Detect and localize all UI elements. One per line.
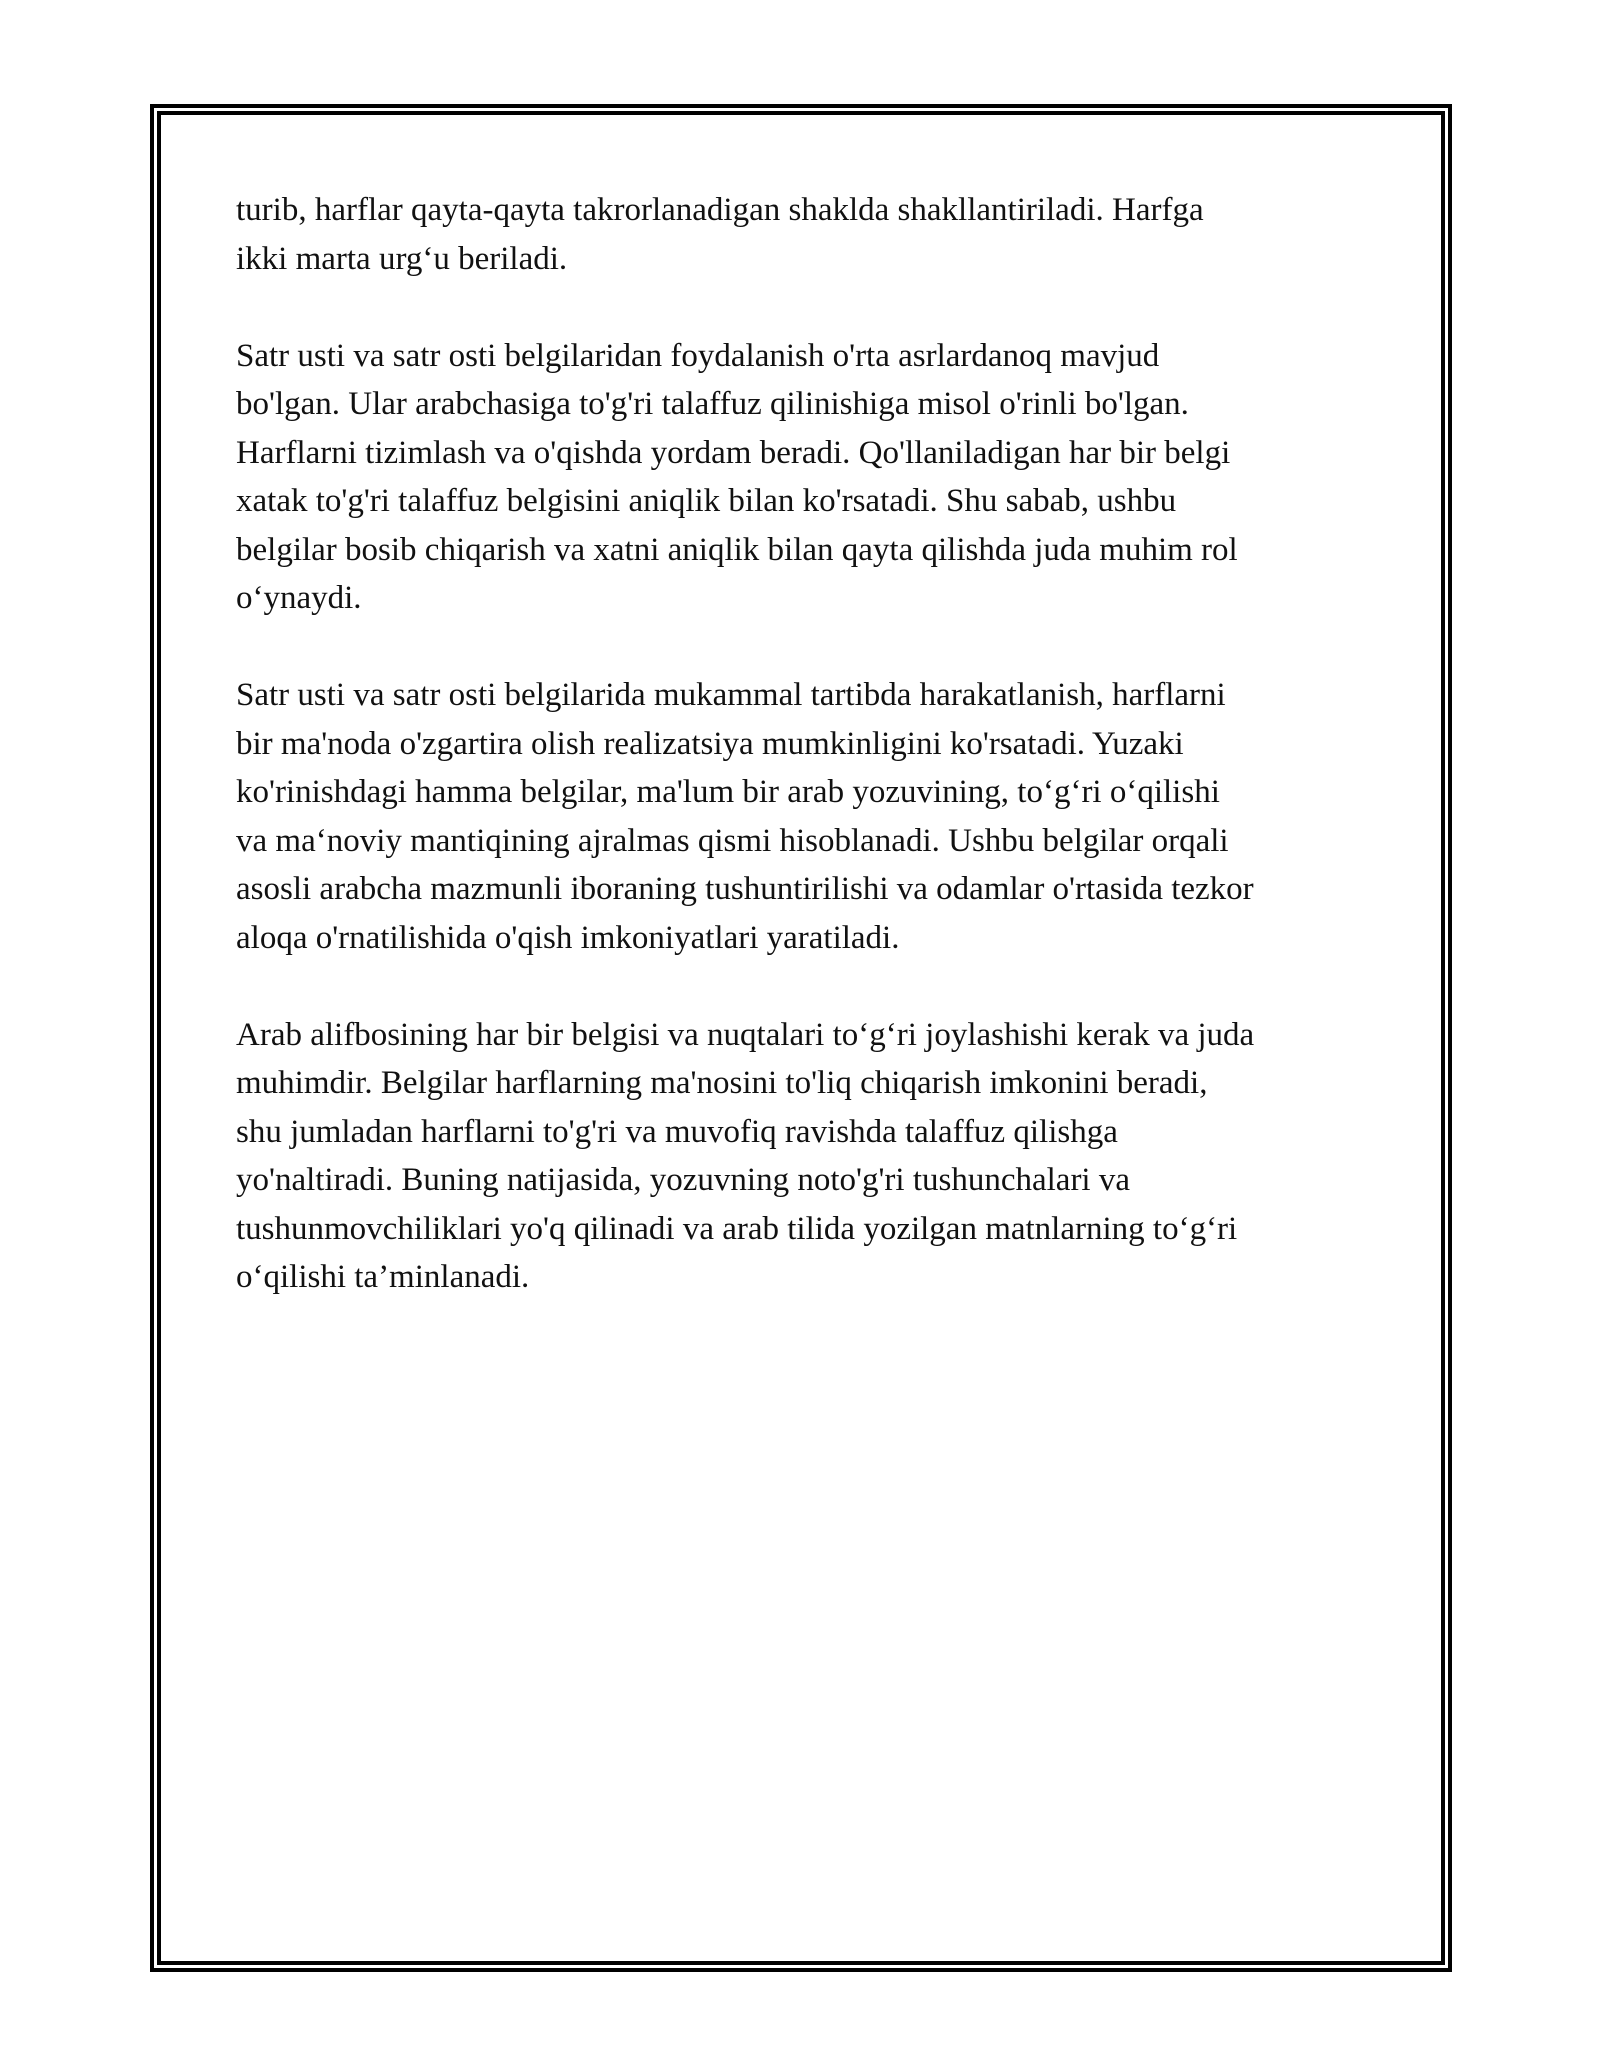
text-line: shu jumladan harflarni to'g'ri va muvofiq ravishda talaffuz qilishga [236,1113,1118,1150]
text-line: Arab alifbosining har bir belgisi va nuqtalari to‘g‘ri joylashishi kerak va juda [236,1016,1255,1053]
text-line: o‘ynaydi. [236,580,362,616]
text-line: yo'naltiradi. Buning natijasida, yozuvning noto'g'ri tushunchalari va [236,1162,1130,1198]
text-line: xatak to'g'ri talaffuz belgisini aniqlik bilan ko'rsatadi. Shu sabab, ushbu [236,483,1177,519]
text-line: muhimdir. Belgilar harflarning ma'nosini to'liq chiqarish imkonini beradi, [236,1065,1208,1101]
paragraph-4 [236,1011,1376,1302]
text-line: Satr usti va satr osti belgilaridan foydalanish o'rta asrlardanoq mavjud [236,337,1160,374]
text-line: Satr usti va satr osti belgilarida mukammal tartibda harakatlanish, harflarni [236,677,1226,713]
text-line: va ma‘noviy mantiqining ajralmas qismi hisoblanadi. Ushbu belgilar orqali [236,822,1229,859]
text-line: bo'lgan. Ular arabchasiga to'g'ri talaffuz qilinishiga misol o'rinli bo'lgan. [236,386,1189,422]
text-line: ko'rinishdagi hamma belgilar, ma'lum bir arab yozuvining, to‘g‘ri o‘qilishi [236,774,1220,810]
text-line: ikki marta urg‘u beriladi. [236,240,568,277]
paragraph-3 [236,671,1376,962]
text-line: turib, harflar qayta-qayta takrorlanadigan shaklda shakllantiriladi. Harfga [236,192,1204,228]
text-line: Harflarni tizimlash va o'qishda yordam beradi. Qo'llaniladigan har bir belgi [236,434,1231,471]
text-line: o‘qilishi ta’minlanadi. [236,1259,530,1295]
paragraph-2 [236,332,1376,623]
text-line: aloqa o'rnatilishida o'qish imkoniyatlari yaratiladi. [236,919,900,956]
text-line: asosli arabcha mazmunli iboraning tushuntirilishi va odamlar o'rtasida tezkor [236,871,1254,907]
document-body [236,186,1376,1350]
text-line: belgilar bosib chiqarish va xatni aniqlik bilan qayta qilishda juda muhim rol [236,531,1238,568]
text-line: bir ma'noda o'zgartira olish realizatsiya mumkinligini ko'rsatadi. Yuzaki [236,725,1184,762]
paragraph-1 [236,186,1376,283]
text-line: tushunmovchiliklari yo'q qilinadi va arab tilida yozilgan matnlarning to‘g‘ri [236,1210,1238,1247]
